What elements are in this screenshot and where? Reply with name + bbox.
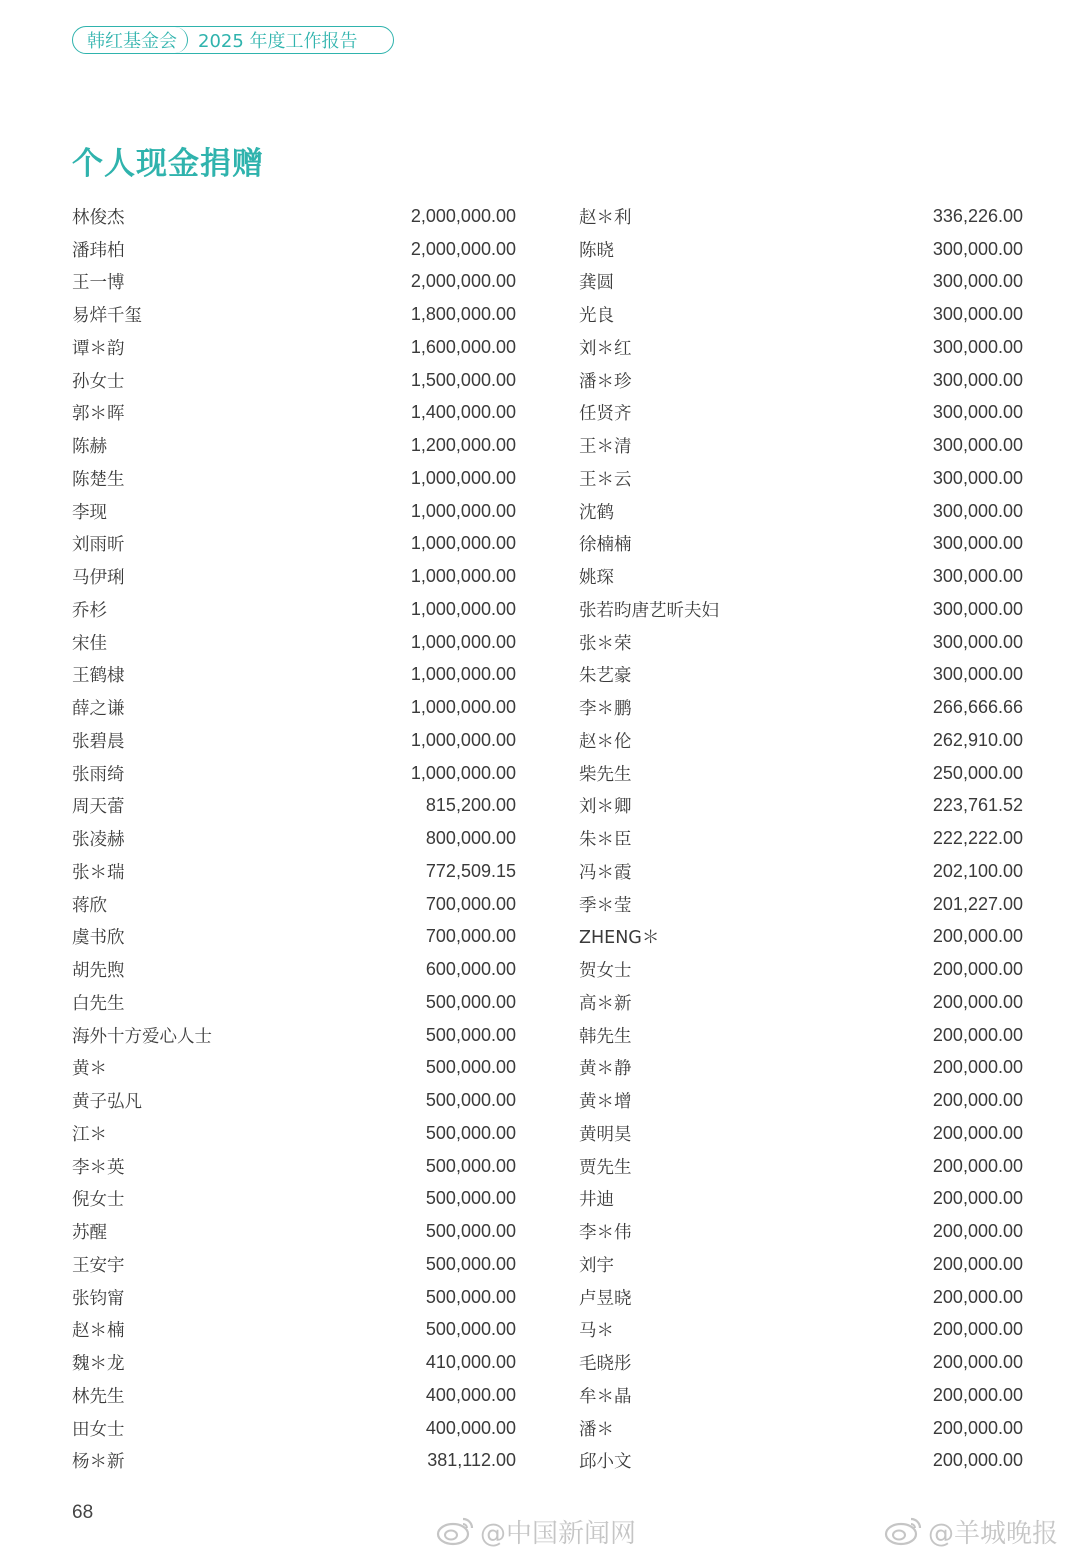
donor-row [72, 1248, 516, 1281]
donation-amount: 222,222.00 [932, 828, 1023, 849]
donation-amount: 400,000.00 [425, 1384, 516, 1405]
donor-name: 陈晓 [579, 240, 614, 261]
donor-name: 毛晓彤 [579, 1354, 632, 1375]
donation-amount: 500,000.00 [425, 1253, 516, 1274]
donor-name: 李＊鹏 [579, 699, 632, 720]
donation-amount: 336,226.00 [932, 205, 1023, 226]
donor-name: 苏醒 [72, 1223, 107, 1244]
donor-row [579, 1084, 1023, 1117]
donation-amount: 500,000.00 [425, 1090, 516, 1111]
donation-amount: 700,000.00 [425, 926, 516, 947]
donor-row [579, 266, 1023, 299]
donor-row [72, 233, 516, 266]
donor-row [72, 266, 516, 299]
donor-name: 李现 [72, 502, 107, 523]
donor-name: 李＊伟 [579, 1223, 632, 1244]
donor-row [72, 1150, 516, 1183]
donation-amount: 250,000.00 [932, 762, 1023, 783]
watermark [436, 1514, 636, 1548]
donor-name: 孙女士 [72, 371, 125, 392]
donation-amount: 200,000.00 [932, 991, 1023, 1012]
donor-name: 胡先煦 [72, 961, 125, 982]
donation-amount: 200,000.00 [932, 1024, 1023, 1045]
donor-name: 王安宇 [72, 1255, 125, 1276]
donor-row [72, 986, 516, 1019]
donation-amount: 200,000.00 [932, 959, 1023, 980]
donor-row [72, 855, 516, 888]
donor-row [72, 1084, 516, 1117]
donor-list-left [72, 200, 516, 1477]
donation-amount: 2,000,000.00 [410, 205, 516, 226]
donor-name: 田女士 [72, 1419, 125, 1440]
donor-row [72, 1215, 516, 1248]
donor-name: 贾先生 [579, 1157, 632, 1178]
donation-amount: 500,000.00 [425, 1221, 516, 1242]
donation-amount: 200,000.00 [932, 926, 1023, 947]
donor-name: 郭＊晖 [72, 404, 125, 425]
donor-row [72, 1281, 516, 1314]
donation-amount: 600,000.00 [425, 959, 516, 980]
donor-row [579, 659, 1023, 692]
donor-row [72, 1346, 516, 1379]
donation-amount: 300,000.00 [932, 467, 1023, 488]
donor-row [579, 986, 1023, 1019]
donor-row [72, 528, 516, 561]
donor-name: 马伊琍 [72, 568, 125, 589]
donor-name: 张碧晨 [72, 731, 125, 752]
donation-amount: 1,000,000.00 [410, 631, 516, 652]
donor-row [72, 331, 516, 364]
donor-name: 刘雨昕 [72, 535, 125, 556]
donation-amount: 1,000,000.00 [410, 762, 516, 783]
donor-row [72, 724, 516, 757]
donor-row [579, 462, 1023, 495]
donation-amount: 700,000.00 [425, 893, 516, 914]
donor-row [72, 921, 516, 954]
donor-name: 沈鹤 [579, 502, 614, 523]
donor-name: 张雨绮 [72, 764, 125, 785]
donation-amount: 500,000.00 [425, 1024, 516, 1045]
donation-amount: 500,000.00 [425, 1155, 516, 1176]
donor-name: 倪女士 [72, 1190, 125, 1211]
donation-amount: 1,000,000.00 [410, 500, 516, 521]
donation-amount: 2,000,000.00 [410, 238, 516, 259]
donor-row [72, 200, 516, 233]
report-title: 2025 年度工作报告 [198, 31, 358, 52]
donor-name: 刘＊卿 [579, 797, 632, 818]
donation-amount: 300,000.00 [932, 402, 1023, 423]
donation-amount: 1,000,000.00 [410, 598, 516, 619]
donation-amount: 200,000.00 [932, 1384, 1023, 1405]
donor-name: 张凌赫 [72, 830, 125, 851]
weibo-icon [436, 1515, 476, 1547]
donation-amount: 200,000.00 [932, 1352, 1023, 1373]
donor-name: 周天蕾 [72, 797, 125, 818]
donor-row [579, 1314, 1023, 1347]
donor-row [579, 1052, 1023, 1085]
weibo-icon [884, 1515, 924, 1547]
donor-row [579, 1117, 1023, 1150]
donation-amount: 300,000.00 [932, 533, 1023, 554]
donation-amount: 815,200.00 [425, 795, 516, 816]
donation-amount: 300,000.00 [932, 631, 1023, 652]
donor-name: 陈楚生 [72, 469, 125, 490]
donor-name: 井迪 [579, 1190, 614, 1211]
donor-name: 魏＊龙 [72, 1354, 125, 1375]
donation-amount: 381,112.00 [427, 1450, 516, 1471]
donation-amount: 1,800,000.00 [410, 304, 516, 325]
donation-amount: 1,000,000.00 [410, 664, 516, 685]
donor-row [579, 921, 1023, 954]
donation-amount: 500,000.00 [425, 1286, 516, 1307]
donor-row [579, 1412, 1023, 1445]
donor-row [72, 364, 516, 397]
donation-amount: 300,000.00 [932, 271, 1023, 292]
donor-row [579, 1346, 1023, 1379]
donation-amount: 200,000.00 [932, 1417, 1023, 1438]
donor-row [72, 659, 516, 692]
donor-name: 虞书欣 [72, 928, 125, 949]
donor-row [579, 429, 1023, 462]
donation-amount: 300,000.00 [932, 369, 1023, 390]
donor-name: 薛之谦 [72, 699, 125, 720]
donation-amount: 1,000,000.00 [410, 729, 516, 750]
donation-amount: 200,000.00 [932, 1319, 1023, 1340]
donor-name: 姚琛 [579, 568, 614, 589]
donor-name: 冯＊霞 [579, 862, 632, 883]
donor-name: 潘玮柏 [72, 240, 125, 261]
donor-row [72, 560, 516, 593]
donation-amount: 200,000.00 [932, 1090, 1023, 1111]
donor-name: 赵＊伦 [579, 731, 632, 752]
donor-name: 赵＊楠 [72, 1321, 125, 1342]
donation-amount: 200,000.00 [932, 1221, 1023, 1242]
donation-amount: 300,000.00 [932, 664, 1023, 685]
donation-amount: 1,500,000.00 [410, 369, 516, 390]
donor-row [579, 1248, 1023, 1281]
donation-amount: 200,000.00 [932, 1057, 1023, 1078]
donor-row [72, 1117, 516, 1150]
donor-row [72, 1183, 516, 1216]
donor-row [72, 1379, 516, 1412]
donor-name: 谭＊韵 [72, 338, 125, 359]
donor-name: 黄子弘凡 [72, 1092, 142, 1113]
donor-row [579, 200, 1023, 233]
donor-row [579, 233, 1023, 266]
donor-name: ZHENG＊ [579, 928, 660, 949]
donor-name: 黄明昊 [579, 1124, 632, 1145]
donation-amount: 200,000.00 [932, 1253, 1023, 1274]
donation-amount: 800,000.00 [425, 828, 516, 849]
donor-name: 杨＊新 [72, 1452, 125, 1473]
donor-name: 高＊新 [579, 993, 632, 1014]
donor-row [579, 593, 1023, 626]
donation-amount: 500,000.00 [425, 1188, 516, 1209]
report-header [72, 26, 394, 54]
donor-name: 张＊荣 [579, 633, 632, 654]
donation-amount: 202,100.00 [932, 860, 1023, 881]
donor-row [579, 1019, 1023, 1052]
donor-row [579, 691, 1023, 724]
donor-name: 韩先生 [579, 1026, 632, 1047]
donor-name: 黄＊ [72, 1059, 107, 1080]
donor-row [579, 790, 1023, 823]
donor-name: 宋佳 [72, 633, 107, 654]
donor-row [579, 1215, 1023, 1248]
donor-row [72, 626, 516, 659]
donor-name: 邱小文 [579, 1452, 632, 1473]
donor-name: 林俊杰 [72, 207, 125, 228]
donor-row [579, 397, 1023, 430]
donor-name: 海外十方爱心人士 [72, 1026, 212, 1047]
donation-amount: 2,000,000.00 [410, 271, 516, 292]
donor-name: 陈赫 [72, 437, 107, 458]
donor-row [579, 528, 1023, 561]
donation-amount: 300,000.00 [932, 435, 1023, 456]
donor-name: 江＊ [72, 1124, 107, 1145]
donor-name: 易烊千玺 [72, 306, 142, 327]
donor-row [579, 757, 1023, 790]
donor-row [72, 495, 516, 528]
donation-amount: 500,000.00 [425, 1122, 516, 1143]
donor-name: 林先生 [72, 1386, 125, 1407]
donation-amount: 500,000.00 [425, 1319, 516, 1340]
donation-amount: 300,000.00 [932, 500, 1023, 521]
page-number: 68 [72, 1502, 94, 1523]
donor-row [579, 364, 1023, 397]
donor-row [579, 855, 1023, 888]
donor-row [579, 953, 1023, 986]
donor-name: 王＊清 [579, 437, 632, 458]
donor-name: 马＊ [579, 1321, 614, 1342]
donor-name: 王＊云 [579, 469, 632, 490]
donor-name: 乔杉 [72, 600, 107, 621]
donation-amount: 266,666.66 [932, 697, 1023, 718]
donation-amount: 500,000.00 [425, 1057, 516, 1078]
donor-row [579, 1183, 1023, 1216]
donor-row [579, 298, 1023, 331]
donation-amount: 200,000.00 [932, 1286, 1023, 1307]
donation-amount: 201,227.00 [932, 893, 1023, 914]
donor-row [72, 822, 516, 855]
donation-amount: 300,000.00 [932, 304, 1023, 325]
donor-name: 光良 [579, 306, 614, 327]
donor-row [579, 1150, 1023, 1183]
organization-name: 韩红基金会 [73, 27, 188, 53]
donor-name: 黄＊增 [579, 1092, 632, 1113]
watermark-text: @中国新闻网 [480, 1518, 637, 1549]
donor-row [579, 822, 1023, 855]
donor-row [72, 1314, 516, 1347]
donor-name: 潘＊珍 [579, 371, 632, 392]
donor-name: 张＊瑞 [72, 862, 125, 883]
donation-amount: 400,000.00 [425, 1417, 516, 1438]
donor-name: 李＊英 [72, 1157, 125, 1178]
donor-name: 王鹤棣 [72, 666, 125, 687]
donor-row [72, 1052, 516, 1085]
donation-amount: 1,000,000.00 [410, 566, 516, 587]
donor-row [72, 1445, 516, 1478]
donation-amount: 1,200,000.00 [410, 435, 516, 456]
donor-name: 朱＊臣 [579, 830, 632, 851]
donor-row [72, 790, 516, 823]
donor-name: 朱艺豪 [579, 666, 632, 687]
donor-row [579, 560, 1023, 593]
donor-row [579, 1281, 1023, 1314]
donor-row [72, 298, 516, 331]
donation-amount: 200,000.00 [932, 1155, 1023, 1176]
donor-row [72, 593, 516, 626]
donor-row [579, 1379, 1023, 1412]
donor-row [72, 888, 516, 921]
donor-row [579, 495, 1023, 528]
donor-list-right [579, 200, 1023, 1477]
donation-amount: 223,761.52 [932, 795, 1023, 816]
donation-amount: 300,000.00 [932, 238, 1023, 259]
donor-name: 潘＊ [579, 1419, 614, 1440]
donor-name: 张钧甯 [72, 1288, 125, 1309]
watermark [884, 1514, 1058, 1548]
donor-name: 张若昀唐艺昕夫妇 [579, 600, 719, 621]
donor-name: 卢昱晓 [579, 1288, 632, 1309]
donor-name: 徐楠楠 [579, 535, 632, 556]
donation-amount: 1,600,000.00 [410, 336, 516, 357]
donor-row [579, 331, 1023, 364]
donor-name: 蒋欣 [72, 895, 107, 916]
donor-name: 王一博 [72, 273, 125, 294]
donor-row [72, 953, 516, 986]
section-title: 个人现金捐赠 [72, 146, 264, 182]
donation-amount: 1,000,000.00 [410, 533, 516, 554]
donor-row [579, 888, 1023, 921]
donor-row [72, 757, 516, 790]
donation-amount: 410,000.00 [425, 1352, 516, 1373]
donation-amount: 200,000.00 [932, 1450, 1023, 1471]
donor-name: 贺女士 [579, 961, 632, 982]
donation-amount: 772,509.15 [425, 860, 516, 881]
donor-name: 任贤齐 [579, 404, 632, 425]
donor-row [72, 429, 516, 462]
donation-amount: 1,400,000.00 [410, 402, 516, 423]
donor-name: 柴先生 [579, 764, 632, 785]
donor-name: 黄＊静 [579, 1059, 632, 1080]
donation-amount: 300,000.00 [932, 336, 1023, 357]
donation-amount: 200,000.00 [932, 1122, 1023, 1143]
donor-row [579, 1445, 1023, 1478]
donation-amount: 300,000.00 [932, 598, 1023, 619]
donor-name: 赵＊利 [579, 207, 632, 228]
donor-name: 白先生 [72, 993, 125, 1014]
donation-amount: 1,000,000.00 [410, 467, 516, 488]
donation-amount: 262,910.00 [932, 729, 1023, 750]
donation-amount: 1,000,000.00 [410, 697, 516, 718]
donor-name: 龚圆 [579, 273, 614, 294]
donation-amount: 200,000.00 [932, 1188, 1023, 1209]
donor-row [579, 626, 1023, 659]
donor-row [579, 724, 1023, 757]
donor-name: 刘＊红 [579, 338, 632, 359]
donor-row [72, 691, 516, 724]
donor-row [72, 1019, 516, 1052]
donation-amount: 300,000.00 [932, 566, 1023, 587]
donor-row [72, 462, 516, 495]
donor-name: 刘宇 [579, 1255, 614, 1276]
donor-name: 季＊莹 [579, 895, 632, 916]
donation-amount: 500,000.00 [425, 991, 516, 1012]
donor-row [72, 1412, 516, 1445]
donor-name: 牟＊晶 [579, 1386, 632, 1407]
donor-row [72, 397, 516, 430]
watermark-text: @羊城晚报 [928, 1518, 1059, 1549]
